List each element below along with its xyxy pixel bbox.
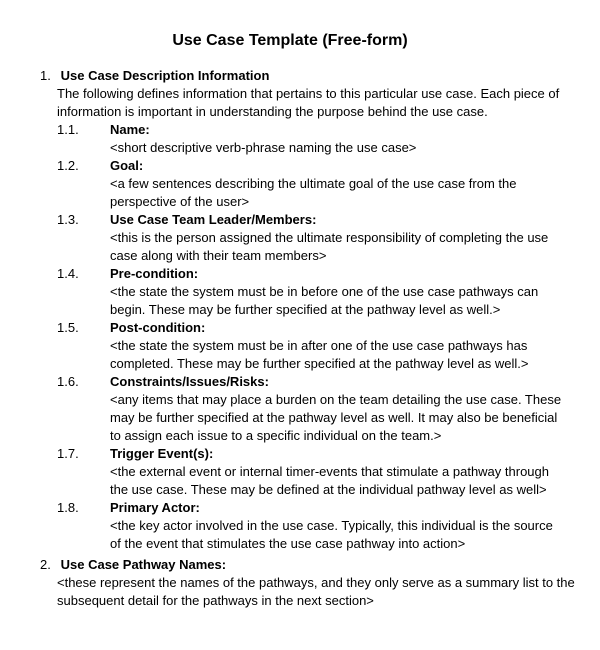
item-number: 1.4. (57, 266, 79, 281)
item-description: <the key actor involved in the use case. Typically, this individual is the source of the event that stimulates the use case pathway into action> (110, 518, 553, 551)
item-description: <this is the person assigned the ultimate responsibility of completing the use case along with their team members> (110, 230, 549, 263)
section-1-heading (40, 67, 585, 85)
item-1-4 (57, 265, 567, 319)
item-number: 1.8. (57, 500, 79, 515)
item-number: 1.6. (57, 374, 79, 389)
item-1-7 (57, 445, 567, 499)
item-label: Goal: (110, 158, 144, 173)
item-description: <a few sentences describing the ultimate goal of the use case from the perspective of the user> (110, 176, 517, 209)
item-label: Post-condition: (110, 320, 206, 335)
item-description: <short descriptive verb-phrase naming the use case> (110, 140, 417, 155)
item-number: 1.3. (57, 212, 79, 227)
section-2-title: Use Case Pathway Names: (60, 557, 227, 572)
item-description: <the external event or internal timer-events that stimulate a pathway through the use case. These may be defined at the individual pathway level as well> (110, 464, 549, 497)
item-number: 1.1. (57, 122, 79, 137)
section-2-heading (40, 556, 585, 574)
section-1-number: 1. (40, 68, 51, 83)
item-label: Primary Actor: (110, 500, 200, 515)
item-label: Constraints/Issues/Risks: (110, 374, 269, 389)
item-1-6 (57, 373, 567, 445)
item-number: 1.7. (57, 446, 79, 461)
item-1-5 (57, 319, 567, 373)
section-1 (40, 67, 585, 121)
item-number: 1.5. (57, 320, 79, 335)
section-1-title: Use Case Description Information (60, 68, 270, 83)
item-1-8 (57, 499, 567, 553)
section-2-number: 2. (40, 557, 51, 572)
item-label: Pre-condition: (110, 266, 199, 281)
page-title: Use Case Template (Free-form) (172, 32, 408, 49)
section-1-items (57, 121, 567, 553)
item-label: Name: (110, 122, 150, 137)
item-description: <any items that may place a burden on the team detailing the use case. These may be further specified at the pathway level as well. It may also be beneficial to assign each issue to a specific individual on the team.> (110, 392, 562, 443)
item-1-2 (57, 157, 567, 211)
item-description: <the state the system must be in after one of the use case pathways has completed. These may be further specified at the pathway level as well.> (110, 338, 529, 371)
item-number: 1.2. (57, 158, 79, 173)
item-1-3 (57, 211, 567, 265)
section-2-body: <these represent the names of the pathways, and they only serve as a summary list to the subsequent detail for the pathways in the next section> (57, 575, 575, 608)
item-label: Trigger Event(s): (110, 446, 214, 461)
section-1-body: The following defines information that pertains to this particular use case. Each piece of information is important in understanding the purpose behind the use case. (57, 86, 560, 119)
item-description: <the state the system must be in before one of the use case pathways can begin. These may be further specified at the pathway level as well.> (110, 284, 539, 317)
section-2 (40, 556, 585, 610)
item-1-1 (57, 121, 567, 157)
item-label: Use Case Team Leader/Members: (110, 212, 317, 227)
